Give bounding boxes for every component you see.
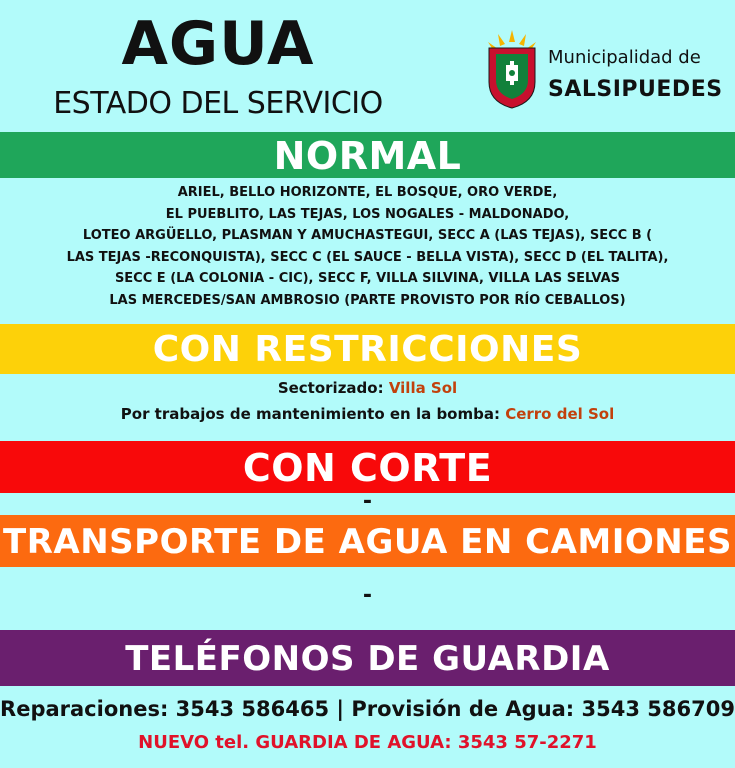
restriction-location: Villa Sol (388, 379, 458, 397)
cut-banner: CON CORTE (0, 441, 735, 493)
normal-banner: NORMAL (0, 132, 735, 178)
emergency-phones-banner: TELÉFONOS DE GUARDIA (0, 630, 735, 686)
new-phone-number: NUEVO tel. GUARDIA DE AGUA: 3543 57-2271 (138, 732, 597, 753)
list-item: LAS TEJAS -RECONQUISTA), SECC C (EL SAUCE - BELLA VISTA), SECC D (EL TALITA), (66, 249, 669, 265)
list-item: LAS MERCEDES/SAN AMBROSIO (PARTE PROVISTO POR RÍO CEBALLOS) (109, 292, 626, 308)
restriction-label: Por trabajos de mantenimiento en la bomba: (120, 405, 506, 423)
restriction-location: Cerro del Sol (505, 405, 615, 423)
municipality-name: SALSIPUEDES (548, 77, 723, 102)
restriction-sectorized (0, 377, 735, 399)
municipality-label: Municipalidad de (548, 47, 701, 68)
restrictions-banner: CON RESTRICCIONES (0, 324, 735, 374)
list-item: EL PUEBLITO, LAS TEJAS, LOS NOGALES - MALDONADO, (165, 206, 570, 222)
list-item: LOTEO ARGÜELLO, PLASMAN Y AMUCHASTEGUI, SECC A (LAS TEJAS), SECC B ( (82, 228, 653, 244)
restriction-label: Sectorizado: (277, 379, 389, 397)
list-item: ARIEL, BELLO HORIZONTE, EL BOSQUE, ORO VERDE, (177, 185, 558, 200)
cut-content: - (362, 489, 373, 514)
normal-neighborhood-list (40, 182, 695, 312)
truck-transport-banner: TRANSPORTE DE AGUA EN CAMIONES (0, 515, 735, 567)
municipal-coat-of-arms-icon (484, 30, 540, 110)
list-item: SECC E (LA COLONIA - CIC), SECC F, VILLA SILVINA, VILLA LAS SELVAS (114, 271, 621, 287)
page-title: AGUA (121, 9, 315, 79)
page-subtitle: ESTADO DEL SERVICIO (53, 86, 383, 121)
restriction-maintenance (0, 403, 735, 425)
phone-numbers: Reparaciones: 3543 586465 | Provisión de Agua: 3543 586709 (0, 697, 735, 721)
truck-transport-content: - (362, 583, 373, 608)
